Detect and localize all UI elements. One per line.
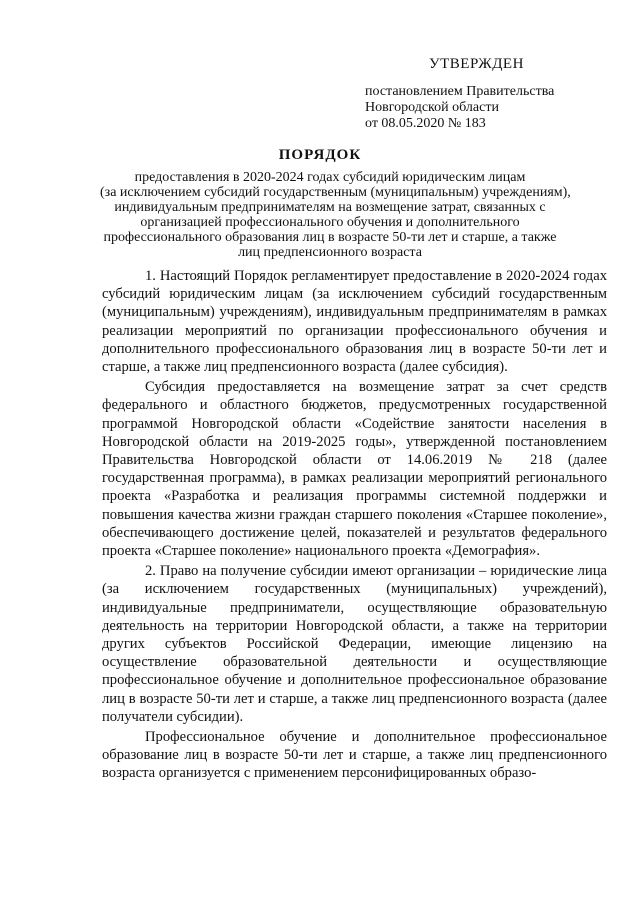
subtitle-line-3: индивидуальным предпринимателям на возмещение затрат, связанных с bbox=[114, 200, 546, 215]
paragraph-2: Субсидия предоставляется на возмещение затрат за счет средств федерального и областного бюджетов, предусмотренных государственной программой Новгородской области «Содействие занятости населения в Новгородской области на 2019-2025 годы», утвержденной постановлением Правительства Новгородской области от 14.06.2019 № 218 (далее государственная программа), в рамках реализации мероприятий регионального проекта «Разработка и реализация программы системной поддержки и повышения качества жизни граждан старшего поколения «Старшее поколение», обеспечивающего достижение целей, показателей и результатов федерального проекта «Старшее поколение» национального проекта «Демография». bbox=[102, 379, 607, 560]
paragraph-3: 2. Право на получение субсидии имеют организации – юридические лица (за исключением государственных (муниципальных) учреждений), индивидуальные предприниматели, осуществляющие образовательную деятельность на территории Новгородской области, а также на территории других субъектов Российской Федерации, имеющие лицензию на осуществление образовательной деятельности и осуществляющие профессиональное обучение и дополнительное профессиональное образование лиц в возрасте 50-ти лет и старше, а также лиц предпенсионного возраста (далее получатели субсидии). bbox=[102, 563, 607, 725]
paragraph-1: 1. Настоящий Порядок регламентирует предоставление в 2020-2024 годах субсидий юридическим лицам (за исключением субсидий государственным (муниципальным) учреждениям), индивидуальным предпринимателям в рамках реализации мероприятий по организации профессионального обучения и дополнительного профессионального образования лиц в возрасте 50-ти лет и старше, а также лиц предпенсионного возраста (далее субсидия). bbox=[102, 268, 607, 376]
subtitle-line-2: (за исключением субсидий государственным (муниципальным) учреждениям), bbox=[100, 185, 571, 200]
document-title: ПОРЯДОК bbox=[278, 147, 362, 163]
document-body bbox=[102, 267, 607, 783]
document-subtitle bbox=[100, 170, 571, 260]
approval-stamp bbox=[365, 56, 615, 132]
subtitle-line-1: предоставления в 2020-2024 годах субсидий юридическим лицам bbox=[134, 170, 526, 185]
subtitle-line-6: лиц предпенсионного возраста bbox=[238, 245, 422, 260]
subtitle-line-4: организацией профессионального обучения и дополнительного bbox=[140, 215, 520, 230]
approval-line-2: Новгородской области bbox=[365, 100, 499, 115]
approval-line-3: от 08.05.2020 № 183 bbox=[365, 116, 486, 131]
paragraph-4: Профессиональное обучение и дополнительное профессиональное образование лиц в возрасте 50-ти лет и старше, а также лиц предпенсионного возраста организуется с применением персонифицированных образо- bbox=[102, 729, 607, 782]
approval-line-1: постановлением Правительства bbox=[365, 84, 555, 99]
approval-title: УТВЕРЖДЕН bbox=[429, 56, 524, 72]
subtitle-line-5: профессионального образования лиц в возрасте 50-ти лет и старше, а также bbox=[103, 230, 557, 245]
